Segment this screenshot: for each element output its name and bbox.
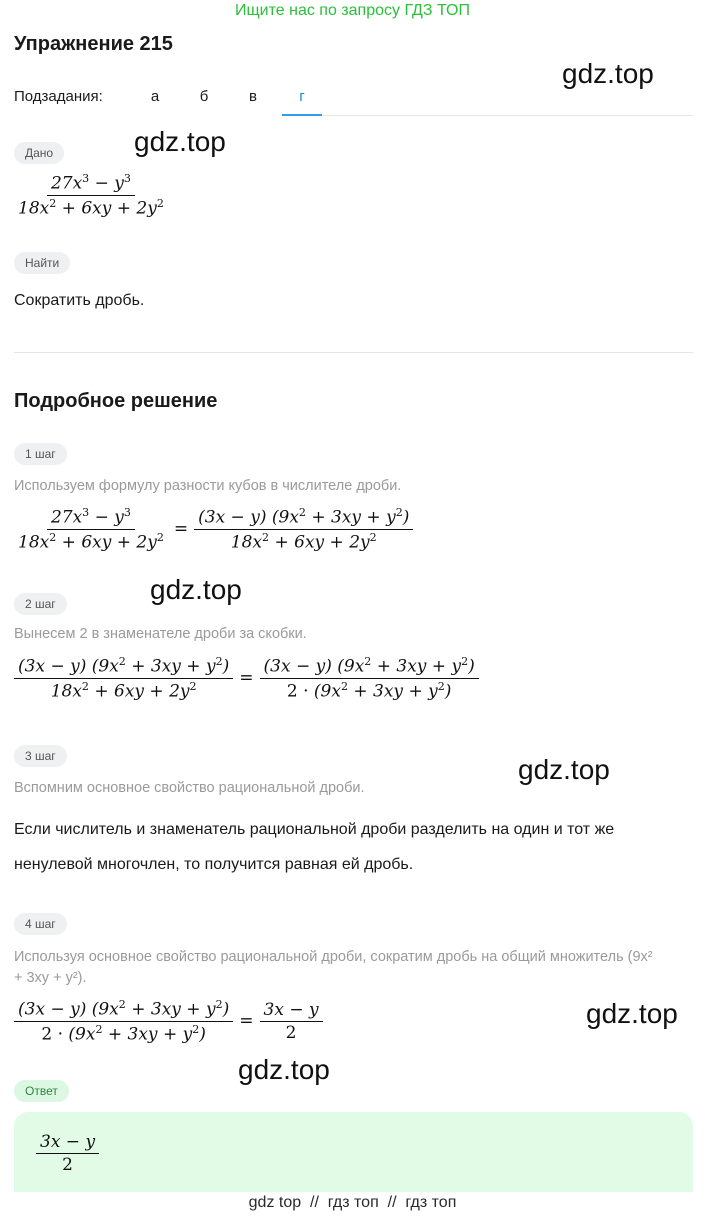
find-badge: Найти — [14, 252, 70, 274]
answer-expression — [36, 1132, 99, 1175]
footer-links[interactable]: gdz top // гдз топ // гдз топ — [248, 1194, 457, 1211]
step-2-text: Вынесем 2 в знаменателе дроби за скобки. — [14, 626, 307, 642]
step-1-formula: $\frac{27x^3 - y^3}{18x^2 + 6xy + 2y^2}$ = $\frac{(3x - y) (9x^2 + 3xy + y^2)}{18x^2 + 6xy + 2y^2}$ — [14, 506, 413, 552]
step-1-text: Используем формулу разности кубов в числителе дроби. — [14, 478, 402, 494]
step-3-body: Если числитель и знаменатель рациональной дроби разделить на один и тот же ненулевой многочлен, то получится равная ей дробь. — [14, 821, 615, 873]
answer-denominator: 2 — [62, 1155, 73, 1175]
tabs-divider — [282, 115, 693, 116]
find-text: Сократить дробь. — [14, 292, 145, 309]
tab-v[interactable]: в — [249, 88, 257, 105]
watermark: gdz.top — [134, 126, 226, 157]
answer-box — [14, 1112, 693, 1192]
tab-a[interactable]: а — [150, 88, 160, 105]
given-badge: Дано — [14, 142, 64, 164]
tab-g[interactable]: г — [299, 88, 305, 105]
given-expression: $\frac{27x^3 - y^3}{18x^2 + 6xy + 2y^2}$ — [18, 172, 164, 219]
step-4-formula: $\frac{(3x - y) (9x^2 + 3xy + y^2)}{2 \cdot (9x^2 + 3xy + y^2)}$ = $\frac{3x - y}{2}$ — [14, 998, 323, 1044]
watermark: gdz.top — [586, 998, 678, 1029]
step-3-text: Вспомним основное свойство рациональной дроби. — [14, 780, 365, 796]
promo-banner[interactable]: Ищите нас по запросу ГДЗ ТОП — [235, 2, 470, 19]
step-2-formula: $\frac{(3x - y) (9x^2 + 3xy + y^2)}{18x^2 + 6xy + 2y^2}$ = $\frac{(3x - y) (9x^2 + 3xy + y^2)}{2 \cdot (9x^2 + 3xy + y^2)}$ — [14, 655, 479, 701]
page-title: Упражнение 215 — [14, 33, 173, 55]
tab-b[interactable]: б — [199, 88, 209, 105]
tab-active-indicator — [282, 114, 322, 116]
watermark: gdz.top — [150, 574, 242, 605]
answer-numerator: 3x − y — [36, 1132, 99, 1154]
watermark: gdz.top — [238, 1054, 330, 1085]
watermark: gdz.top — [518, 754, 610, 785]
step-1-badge: 1 шаг — [14, 443, 67, 465]
watermark: gdz.top — [562, 58, 654, 89]
section-divider — [14, 352, 693, 353]
step-3-badge: 3 шаг — [14, 745, 67, 767]
solution-heading: Подробное решение — [14, 390, 218, 412]
step-2-badge: 2 шаг — [14, 593, 67, 615]
step-4-text: Используя основное свойство рациональной дроби, сократим дробь на общий множитель (9x² + 3xy + y²). — [14, 949, 653, 986]
step-4-badge: 4 шаг — [14, 913, 67, 935]
subtasks-label: Подзадания: — [14, 88, 103, 105]
answer-badge: Ответ — [14, 1080, 69, 1102]
